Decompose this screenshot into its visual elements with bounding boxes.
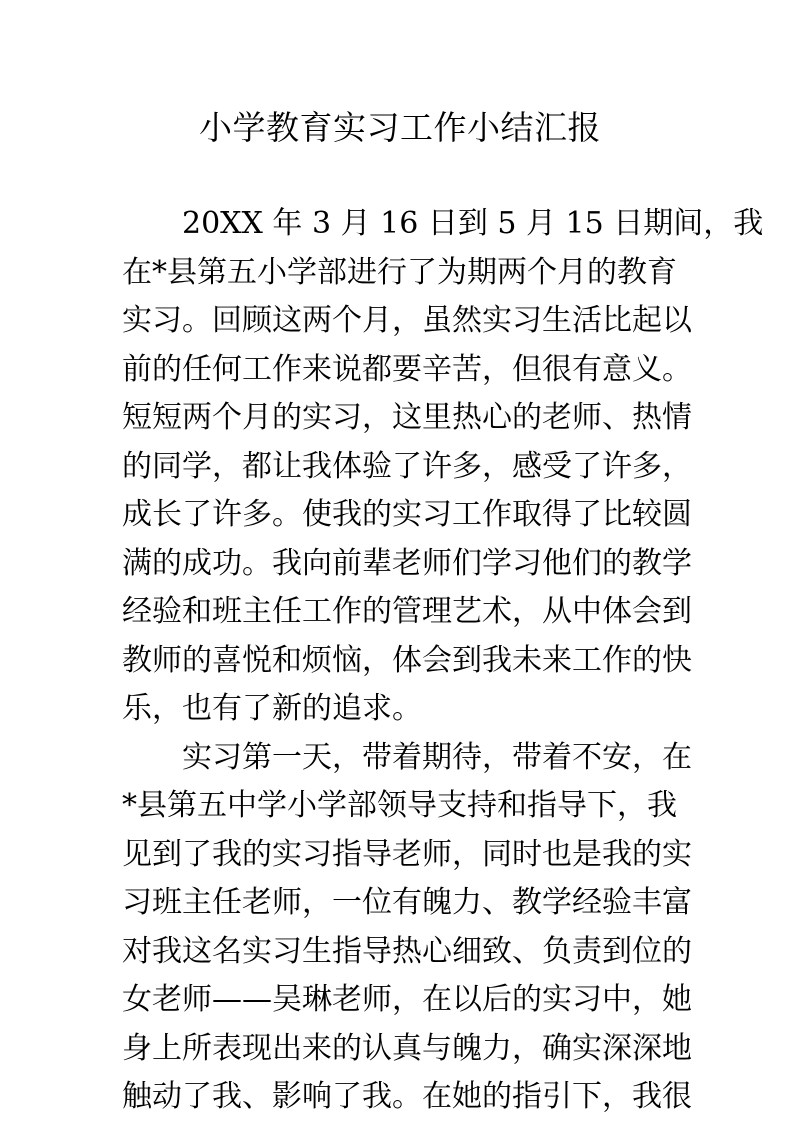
paragraph-line: 教师的喜悦和烦恼，体会到我未来工作的快 <box>122 642 692 678</box>
paragraph-line: 乐，也有了新的追求。 <box>122 691 422 726</box>
paragraph-line: 短短两个月的实习，这里热心的老师、热情 <box>122 400 692 435</box>
paragraph-line: 成长了许多。使我的实习工作取得了比较圆 <box>122 497 692 532</box>
paragraph-line: 身上所表现出来的认真与魄力，确实深深地 <box>122 1030 692 1066</box>
paragraph-line: 对我这名实习生指导热心细致、负责到位的 <box>122 933 692 969</box>
document-title: 小学教育实习工作小结汇报 <box>199 108 601 147</box>
paragraph-line: 前的任何工作来说都要辛苦，但很有意义。 <box>122 351 692 387</box>
document-body <box>122 200 764 1122</box>
paragraph-line: 在*县第五小学部进行了为期两个月的教育 <box>122 254 677 290</box>
paragraph-line: 实习第一天，带着期待，带着不安，在 <box>182 739 692 775</box>
paragraph-line: 满的成功。我向前辈老师们学习他们的教学 <box>122 545 692 581</box>
paragraph-line: *县第五中学小学部领导支持和指导下，我 <box>122 788 677 823</box>
paragraph-line: 女老师——吴琳老师，在以后的实习中，她 <box>122 982 692 1017</box>
paragraph-line: 的同学，都让我体验了许多，感受了许多， <box>122 448 692 484</box>
paragraph-line: 习班主任老师，一位有魄力、教学经验丰富 <box>122 885 692 920</box>
paragraph-line: 见到了我的实习指导老师，同时也是我的实 <box>122 836 692 872</box>
paragraph-line: 经验和班主任工作的管理艺术，从中体会到 <box>122 594 692 629</box>
paragraph-line: 20XX 年 3 月 16 日到 5 月 15 日期间，我 <box>182 206 764 241</box>
paragraph-line: 实习。回顾这两个月，虽然实习生活比起以 <box>122 303 692 338</box>
paragraph-line: 触动了我、影响了我。在她的指引下，我很 <box>122 1079 692 1114</box>
